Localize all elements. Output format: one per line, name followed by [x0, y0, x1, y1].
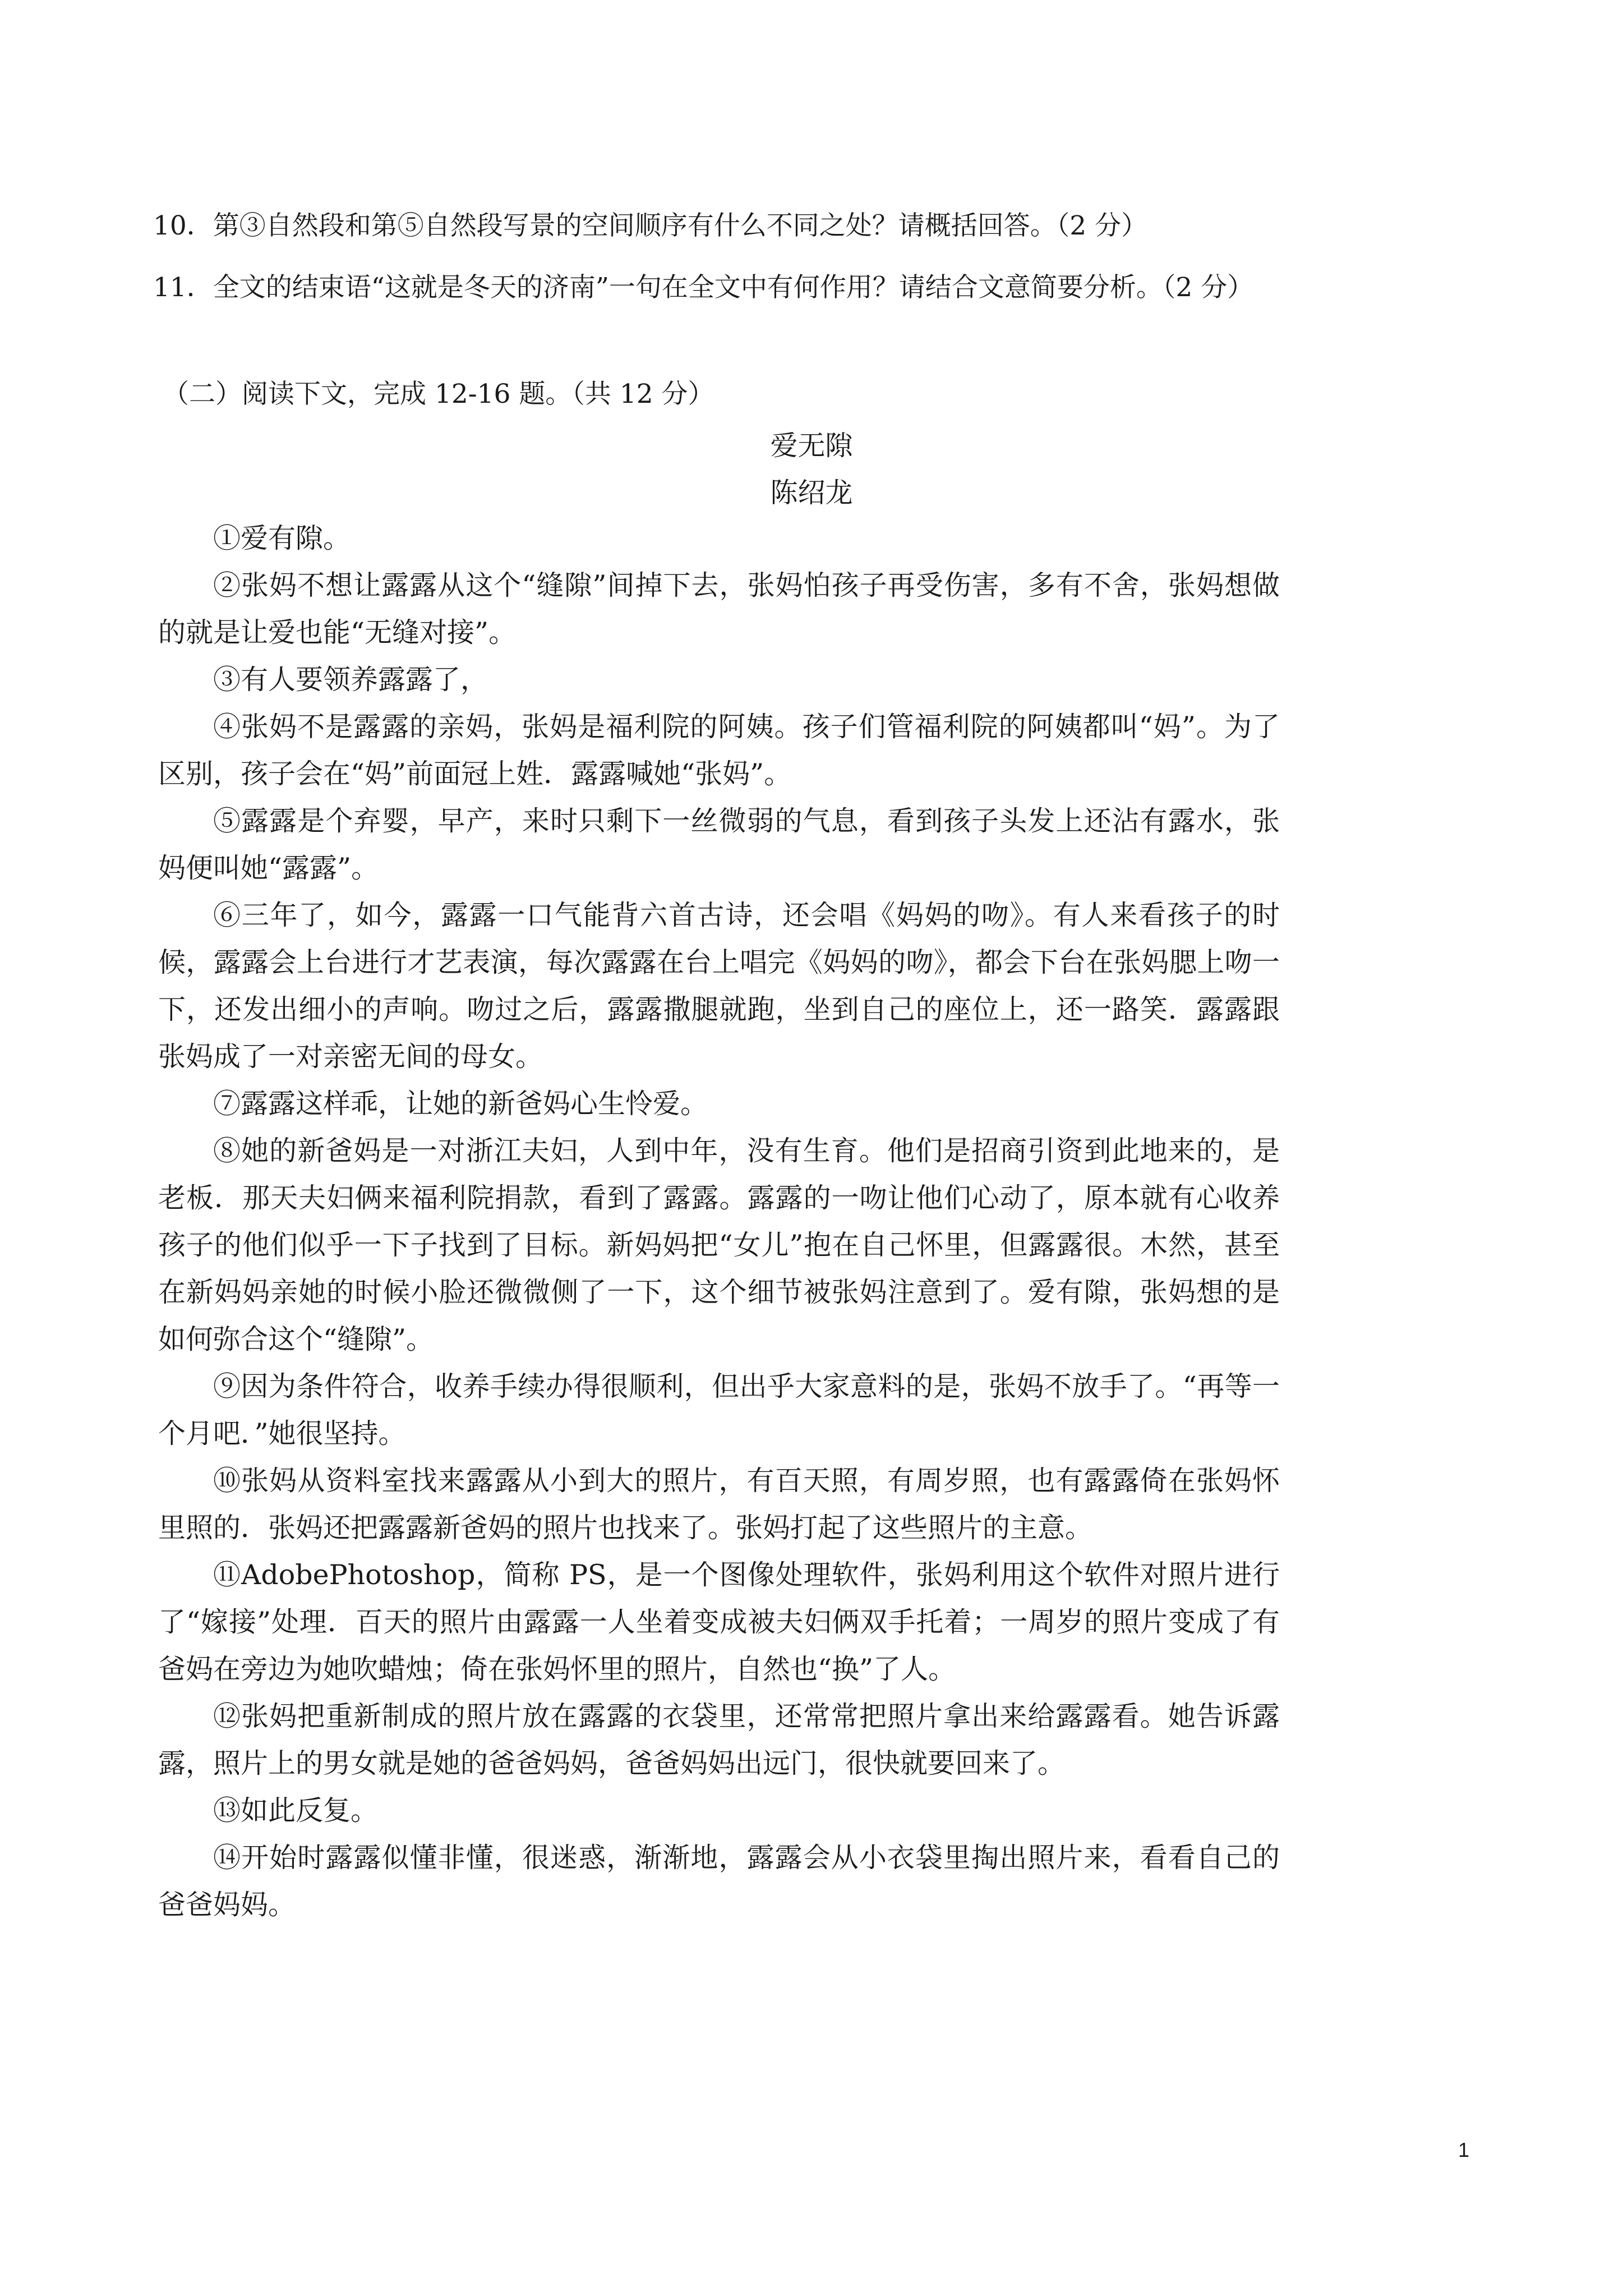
- paragraph-12: ⑫张妈把重新制成的照片放在露露的衣袋里，还常常把照片拿出来给露露看。她告诉露露，照片上的男女就是她的爸爸妈妈，爸爸妈妈出远门，很快就要回来了。: [158, 1700, 1280, 1779]
- paragraph-10: ⑩张妈从资料室找来露露从小到大的照片，有百天照，有周岁照，也有露露倚在张妈怀里照的．张妈还把露露新爸妈的照片也找来了。张妈打起了这些照片的主意。: [158, 1465, 1280, 1544]
- paragraph-4: ④张妈不是露露的亲妈，张妈是福利院的阿姨。孩子们管福利院的阿姨都叫“妈”。为了区别，孩子会在“妈”前面冠上姓．露露喊她“张妈”。: [158, 711, 1280, 790]
- question-11: 11．全文的结束语“这就是冬天的济南”一句在全文中有何作用？请结合文意简要分析。（2 分）: [153, 272, 1254, 303]
- question-10: 10．第③自然段和第⑤自然段写景的空间顺序有什么不同之处？请概括回答。（2 分）: [153, 210, 1148, 241]
- paragraph-9: ⑨因为条件符合，收养手续办得很顺利，但出乎大家意料的是，张妈不放手了。“再等一个月吧．”她很坚持。: [158, 1370, 1280, 1450]
- article-body: [158, 515, 1280, 1929]
- section-intro: （二）阅读下文，完成 12-16 题。（共 12 分）: [163, 379, 714, 409]
- paragraph-13: ⑬如此反复。: [213, 1795, 379, 1826]
- paragraph-11: ⑪AdobePhotoshop，简称 PS，是一个图像处理软件，张妈利用这个软件对照片进行了“嫁接”处理．百天的照片由露露一人坐着变成被夫妇俩双手托着；一周岁的照片变成了有爸妈在旁边为她吹蜡烛；倚在张妈怀里的照片，自然也“换”了人。: [158, 1559, 1280, 1685]
- paragraph-1: ①爱有隙。: [213, 522, 351, 554]
- paragraph-2: ②张妈不想让露露从这个“缝隙”间掉下去，张妈怕孩子再受伤害，多有不舍，张妈想做的就是让爱也能“无缝对接”。: [158, 569, 1280, 648]
- article-title: 爱无隙: [770, 430, 853, 462]
- page-number: 1: [1458, 2138, 1470, 2161]
- paragraph-7: ⑦露露这样乖，让她的新爸妈心生怜爱。: [213, 1088, 708, 1120]
- paragraph-6: ⑥三年了，如今，露露一口气能背六首古诗，还会唱《妈妈的吻》。有人来看孩子的时候，露露会上台进行才艺表演，每次露露在台上唱完《妈妈的吻》，都会下台在张妈腮上吻一下，还发出细小的声响。吻过之后，露露撒腿就跑，坐到自己的座位上，还一路笑．露露跟张妈成了一对亲密无间的母女。: [158, 899, 1280, 1073]
- paragraph-14: ⑭开始时露露似懂非懂，很迷惑，渐渐地，露露会从小衣袋里掏出照片来，看看自己的爸爸妈妈。: [158, 1842, 1280, 1921]
- paragraph-5: ⑤露露是个弃婴，早产，来时只剩下一丝微弱的气息，看到孩子头发上还沾有露水，张妈便叫她“露露”。: [158, 805, 1280, 884]
- paragraph-3: ③有人要领养露露了，: [213, 664, 488, 696]
- paragraph-8: ⑧她的新爸妈是一对浙江夫妇，人到中年，没有生育。他们是招商引资到此地来的，是老板．那天夫妇俩来福利院捐款，看到了露露。露露的一吻让他们心动了，原本就有心收养孩子的他们似乎一下子找到了目标。新妈妈把“女儿”抱在自己怀里，但露露很。木然，甚至在新妈妈亲她的时候小脸还微微侧了一下，这个细节被张妈注意到了。爱有隙，张妈想的是如何弥合这个“缝隙”。: [158, 1135, 1280, 1355]
- article-author: 陈绍龙: [770, 477, 853, 509]
